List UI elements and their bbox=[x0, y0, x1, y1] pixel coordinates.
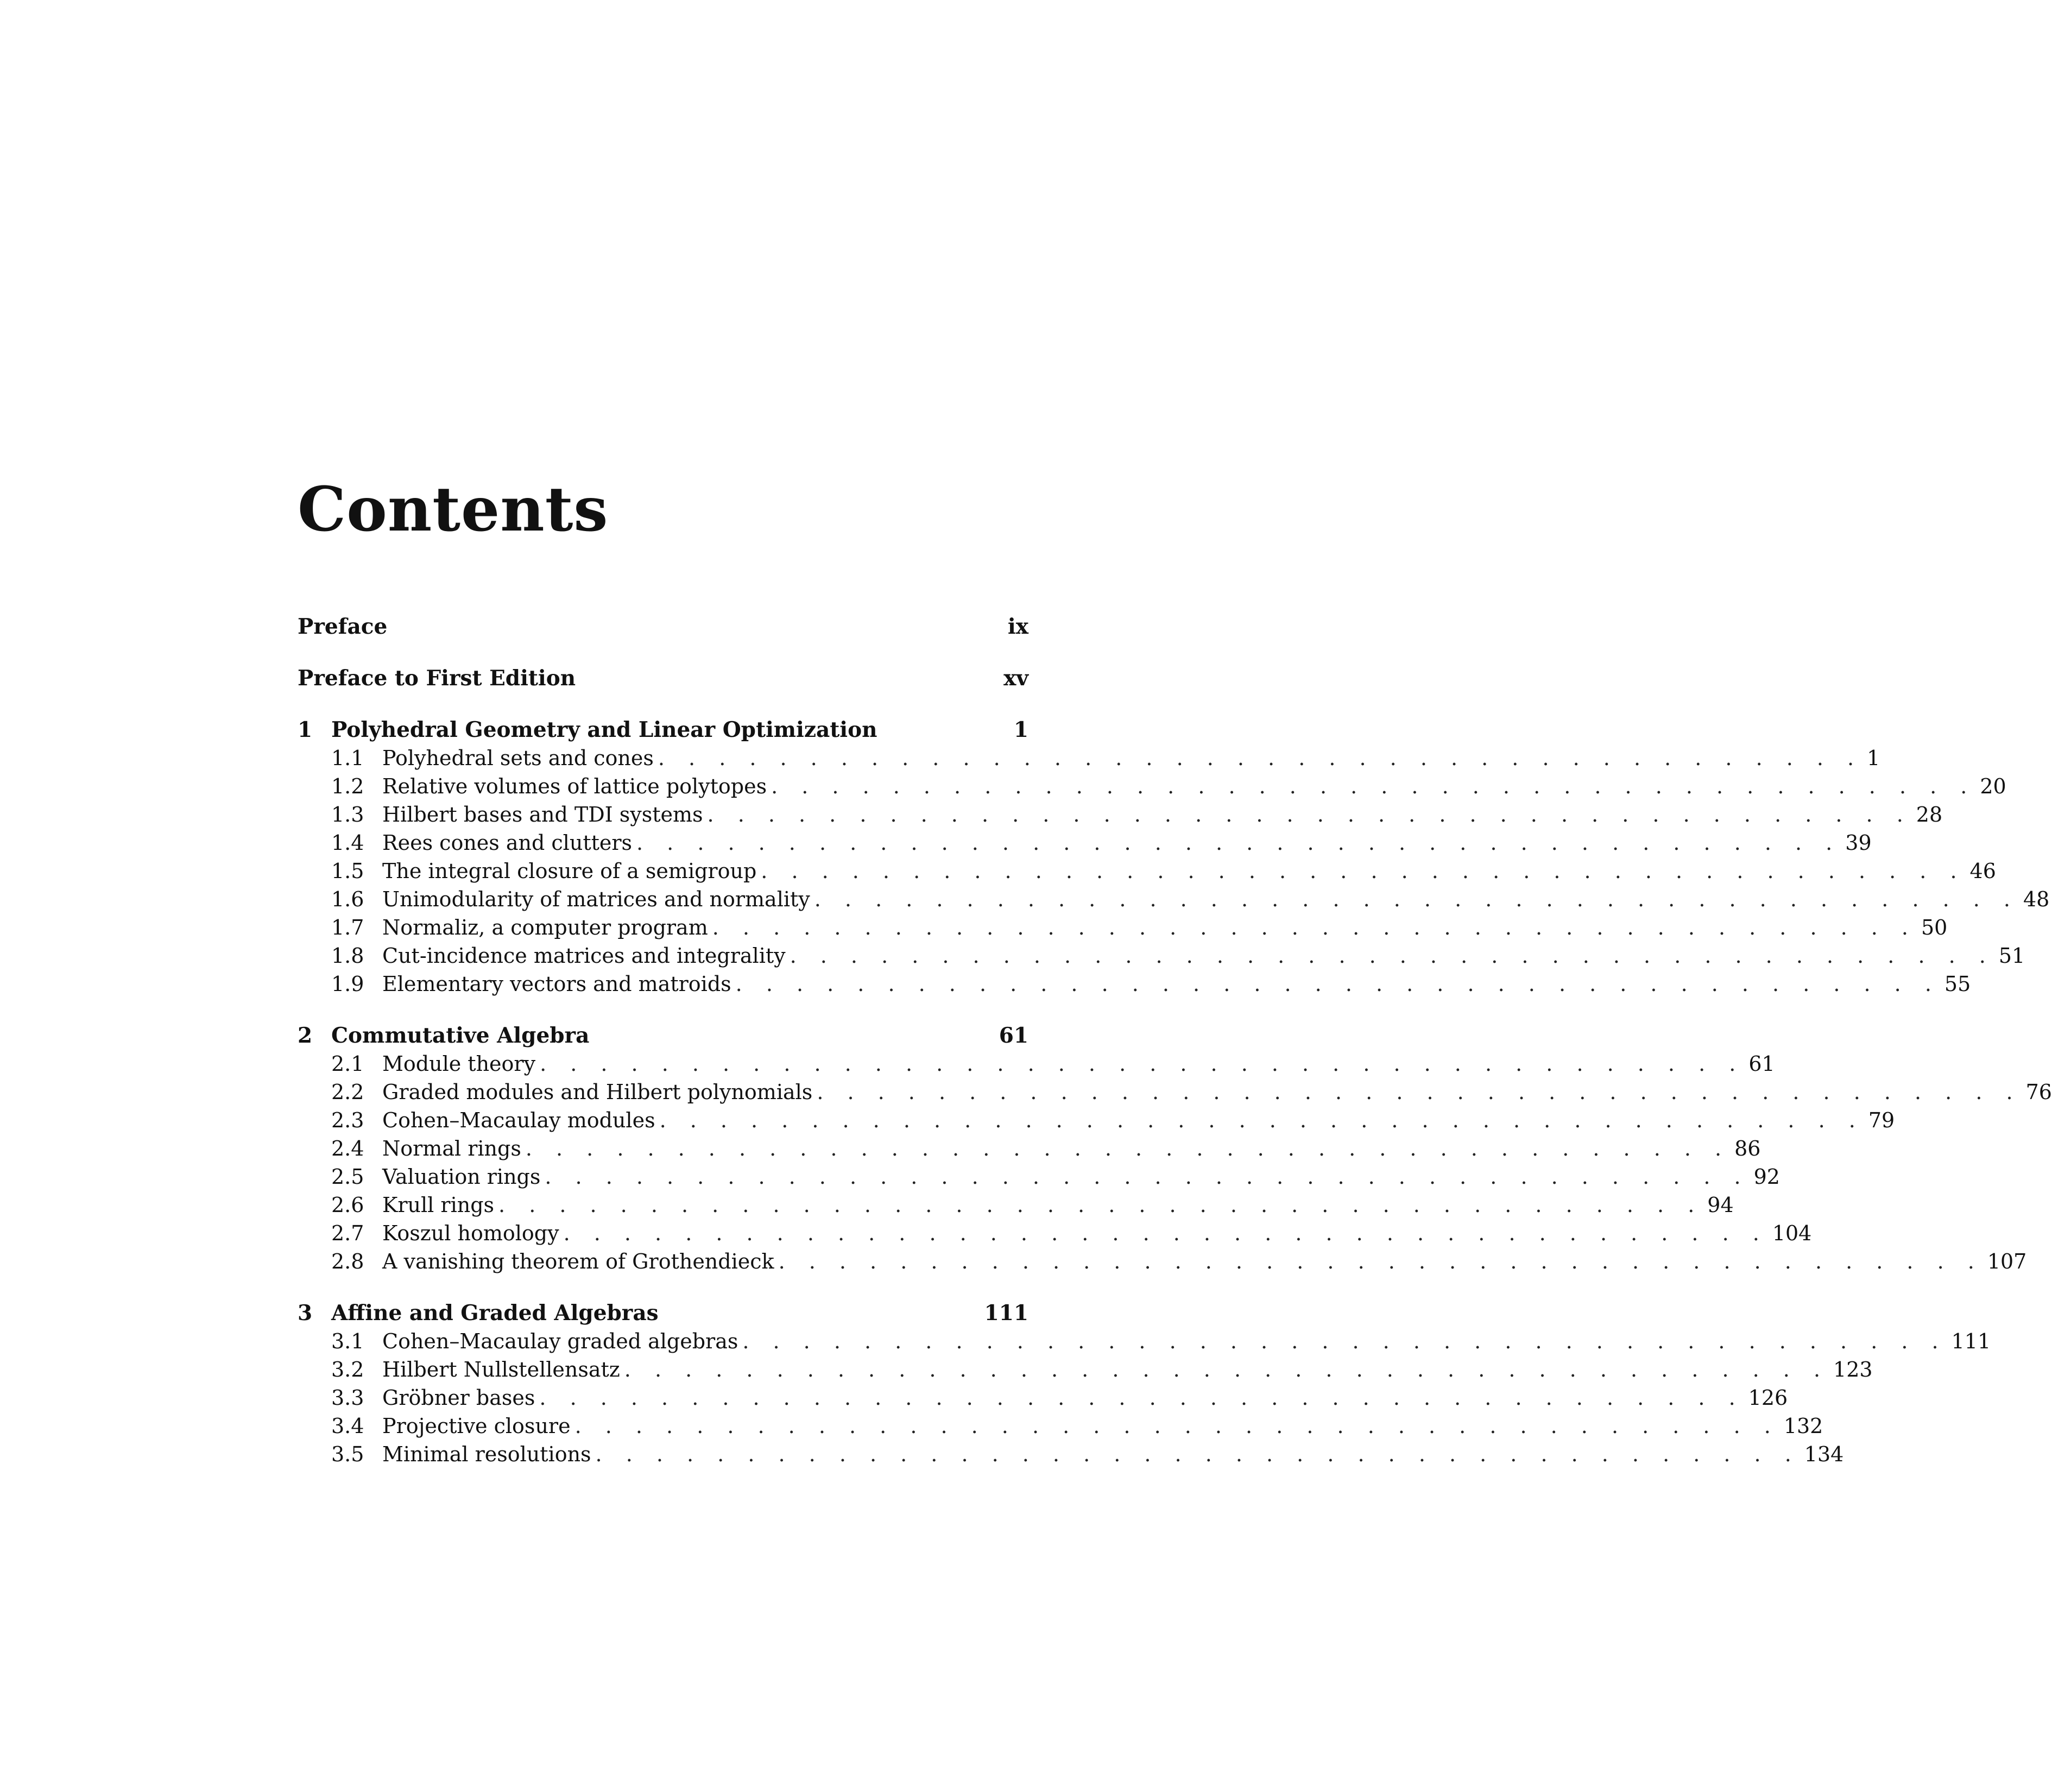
section-page: 28 bbox=[1916, 803, 1943, 826]
section-number: 1.4 bbox=[331, 831, 364, 855]
section-number: 1.8 bbox=[331, 944, 364, 968]
section-title: Gröbner bases bbox=[382, 1386, 535, 1410]
section-number: 2.3 bbox=[331, 1108, 364, 1132]
section-title: Polyhedral sets and cones bbox=[382, 746, 654, 770]
toc-chapter-entry[interactable] bbox=[298, 1021, 1028, 1050]
section-number: 2.5 bbox=[331, 1165, 364, 1189]
section-title: Cohen–Macaulay modules bbox=[382, 1108, 655, 1132]
dot-leader: . . . . . . . . . . . . . . . . . . . . . . . . . . . . . . . . . . . . . . . . bbox=[761, 859, 1966, 883]
toc-entry-title: Preface bbox=[298, 614, 388, 639]
toc-section-entry[interactable] bbox=[298, 1219, 1812, 1247]
section-page: 92 bbox=[1753, 1165, 1780, 1189]
toc-section-entry[interactable] bbox=[298, 744, 1880, 772]
section-title: Hilbert Nullstellensatz bbox=[382, 1358, 620, 1381]
toc-section-entry[interactable] bbox=[298, 1384, 1788, 1412]
chapter-number: 3 bbox=[298, 1301, 313, 1326]
section-title: Normaliz, a computer program bbox=[382, 916, 708, 939]
dot-leader: . . . . . . . . . . . . . . . . . . . . . . . . . . . . . . . . . . . . . . . . bbox=[735, 972, 1940, 996]
section-number: 3.2 bbox=[331, 1358, 364, 1381]
section-number: 1.2 bbox=[331, 774, 364, 798]
section-page: 126 bbox=[1748, 1386, 1788, 1410]
chapter-title: Commutative Algebra bbox=[331, 1023, 590, 1048]
dot-leader: . . . . . . . . . . . . . . . . . . . . . . . . . . . . . . . . . . . . . . . . bbox=[659, 1108, 1864, 1132]
section-title: Rees cones and clutters bbox=[382, 831, 633, 855]
section-number: 3.3 bbox=[331, 1386, 364, 1410]
section-title: Koszul homology bbox=[382, 1221, 559, 1245]
section-page: 48 bbox=[2023, 887, 2050, 911]
chapter-page: 1 bbox=[1013, 717, 1028, 742]
chapter-title: Affine and Graded Algebras bbox=[331, 1301, 659, 1326]
section-page: 39 bbox=[1845, 831, 1872, 855]
section-number: 2.6 bbox=[331, 1193, 364, 1217]
section-number: 3.1 bbox=[331, 1329, 364, 1353]
section-number: 2.1 bbox=[331, 1052, 364, 1076]
section-page: 104 bbox=[1772, 1221, 1812, 1245]
chapter-page: 61 bbox=[999, 1023, 1028, 1048]
section-number: 3.4 bbox=[331, 1414, 364, 1438]
chapter-block-3 bbox=[298, 1299, 1991, 1468]
section-title: A vanishing theorem of Grothendieck bbox=[382, 1250, 774, 1273]
section-page: 86 bbox=[1734, 1137, 1761, 1160]
dot-leader: . . . . . . . . . . . . . . . . . . . . . . . . . . . . . . . . . . . . . . . . bbox=[742, 1329, 1947, 1353]
section-number: 1.6 bbox=[331, 887, 364, 911]
toc-section-entry[interactable] bbox=[298, 1327, 1991, 1355]
section-title: Elementary vectors and matroids bbox=[382, 972, 731, 996]
toc-section-entry[interactable] bbox=[298, 772, 2006, 800]
toc-section-entry[interactable] bbox=[298, 1050, 1775, 1078]
section-title: Normal rings bbox=[382, 1137, 521, 1160]
dot-leader: . . . . . . . . . . . . . . . . . . . . . . . . . . . . . . . . . . . . . . . . bbox=[636, 831, 1841, 855]
dot-leader: . . . . . . . . . . . . . . . . . . . . . . . . . . . . . . . . . . . . . . . . bbox=[624, 1358, 1829, 1381]
section-page: 46 bbox=[1969, 859, 1996, 883]
section-title: Relative volumes of lattice polytopes bbox=[382, 774, 767, 798]
section-number: 2.2 bbox=[331, 1080, 364, 1104]
section-page: 76 bbox=[2025, 1080, 2052, 1104]
chapter-title: Polyhedral Geometry and Linear Optimization bbox=[331, 717, 877, 742]
dot-leader: . . . . . . . . . . . . . . . . . . . . . . . . . . . . . . . . . . . . . . . . bbox=[574, 1414, 1779, 1438]
dot-leader: . . . . . . . . . . . . . . . . . . . . . . . . . . . . . . . . . . . . . . . . bbox=[814, 887, 2019, 911]
section-number: 1.9 bbox=[331, 972, 364, 996]
section-page: 20 bbox=[1980, 774, 2006, 798]
toc-section-entry[interactable] bbox=[298, 829, 1872, 857]
toc-section-entry[interactable] bbox=[298, 942, 2025, 970]
toc-section-entry[interactable] bbox=[298, 1191, 1734, 1219]
dot-leader: . . . . . . . . . . . . . . . . . . . . . . . . . . . . . . . . . . . . . . . . bbox=[563, 1221, 1768, 1245]
section-title: Hilbert bases and TDI systems bbox=[382, 803, 703, 826]
chapter-page: 111 bbox=[984, 1301, 1028, 1326]
toc-section-entry[interactable] bbox=[298, 1412, 1823, 1440]
toc-entry-page: ix bbox=[1007, 614, 1028, 639]
section-title: Graded modules and Hilbert polynomials bbox=[382, 1080, 813, 1104]
dot-leader: . . . . . . . . . . . . . . . . . . . . . . . . . . . . . . . . . . . . . . . . bbox=[707, 803, 1912, 826]
toc-section-entry[interactable] bbox=[298, 1355, 1873, 1384]
toc-section-entry[interactable] bbox=[298, 800, 1943, 829]
toc-section-entry[interactable] bbox=[298, 970, 1971, 998]
section-page: 79 bbox=[1868, 1108, 1895, 1132]
toc-chapter-entry[interactable] bbox=[298, 716, 1028, 744]
section-number: 1.3 bbox=[331, 803, 364, 826]
section-page: 132 bbox=[1783, 1414, 1823, 1438]
section-title: Projective closure bbox=[382, 1414, 571, 1438]
section-title: The integral closure of a semigroup bbox=[382, 859, 757, 883]
toc-section-entry[interactable] bbox=[298, 1247, 2027, 1276]
section-page: 111 bbox=[1951, 1329, 1991, 1353]
section-number: 2.8 bbox=[331, 1250, 364, 1273]
dot-leader: . . . . . . . . . . . . . . . . . . . . . . . . . . . . . . . . . . . . . . . . bbox=[712, 916, 1917, 939]
dot-leader: . . . . . . . . . . . . . . . . . . . . . . . . . . . . . . . . . . . . . . . . bbox=[539, 1386, 1744, 1410]
toc-section-entry[interactable] bbox=[298, 1106, 1895, 1134]
section-title: Minimal resolutions bbox=[382, 1442, 591, 1466]
toc-section-entry[interactable] bbox=[298, 1163, 1780, 1191]
section-page: 51 bbox=[1998, 944, 2025, 968]
section-title: Cohen–Macaulay graded algebras bbox=[382, 1329, 738, 1353]
dot-leader: . . . . . . . . . . . . . . . . . . . . . . . . . . . . . . . . . . . . . . . . bbox=[545, 1165, 1750, 1189]
toc-section-entry[interactable] bbox=[298, 885, 2050, 913]
dot-leader: . . . . . . . . . . . . . . . . . . . . . . . . . . . . . . . . . . . . . . . . bbox=[778, 1250, 1983, 1273]
section-number: 3.5 bbox=[331, 1442, 364, 1466]
toc-section-entry[interactable] bbox=[298, 1078, 2052, 1106]
toc-section-entry[interactable] bbox=[298, 857, 1996, 885]
section-page: 55 bbox=[1944, 972, 1971, 996]
section-title: Module theory bbox=[382, 1052, 536, 1076]
dot-leader: . . . . . . . . . . . . . . . . . . . . . . . . . . . . . . . . . . . . . . . . bbox=[790, 944, 1994, 968]
chapter-block-1 bbox=[298, 716, 2050, 998]
toc-entry-page: xv bbox=[1003, 666, 1028, 691]
dot-leader: . . . . . . . . . . . . . . . . . . . . . . . . . . . . . . . . . . . . . . . . bbox=[540, 1052, 1745, 1076]
section-number: 1.7 bbox=[331, 916, 364, 939]
toc-section-entry[interactable] bbox=[298, 1134, 1761, 1163]
section-page: 107 bbox=[1987, 1250, 2027, 1273]
section-page: 1 bbox=[1867, 746, 1880, 770]
chapter-number: 1 bbox=[298, 717, 313, 742]
section-title: Cut-incidence matrices and integrality bbox=[382, 944, 786, 968]
toc-entry-preface-first-edition[interactable] bbox=[298, 664, 1028, 692]
section-page: 123 bbox=[1833, 1358, 1873, 1381]
section-number: 2.4 bbox=[331, 1137, 364, 1160]
dot-leader: . . . . . . . . . . . . . . . . . . . . . . . . . . . . . . . . . . . . . . . . bbox=[498, 1193, 1703, 1217]
toc-entry-title: Preface to First Edition bbox=[298, 666, 576, 691]
section-page: 94 bbox=[1707, 1193, 1734, 1217]
toc-section-entry[interactable] bbox=[298, 913, 1948, 942]
page-title: Contents bbox=[298, 474, 609, 546]
toc-chapter-entry[interactable] bbox=[298, 1299, 1028, 1327]
section-title: Unimodularity of matrices and normality bbox=[382, 887, 810, 911]
dot-leader: . . . . . . . . . . . . . . . . . . . . . . . . . . . . . . . . . . . . . . . . bbox=[658, 746, 1863, 770]
dot-leader: . . . . . . . . . . . . . . . . . . . . . . . . . . . . . . . . . . . . . . . . bbox=[525, 1137, 1731, 1160]
section-title: Krull rings bbox=[382, 1193, 495, 1217]
dot-leader: . . . . . . . . . . . . . . . . . . . . . . . . . . . . . . . . . . . . . . . . bbox=[771, 774, 1976, 798]
dot-leader: . . . . . . . . . . . . . . . . . . . . . . . . . . . . . . . . . . . . . . . . bbox=[595, 1442, 1800, 1466]
chapter-block-2 bbox=[298, 1021, 2052, 1276]
section-number: 2.7 bbox=[331, 1221, 364, 1245]
toc-section-entry[interactable] bbox=[298, 1440, 1844, 1468]
section-page: 134 bbox=[1804, 1442, 1844, 1466]
section-page: 61 bbox=[1748, 1052, 1775, 1076]
section-number: 1.5 bbox=[331, 859, 364, 883]
section-number: 1.1 bbox=[331, 746, 364, 770]
table-of-contents bbox=[298, 613, 2052, 1468]
section-page: 50 bbox=[1921, 916, 1948, 939]
chapter-number: 2 bbox=[298, 1023, 313, 1048]
toc-entry-preface[interactable] bbox=[298, 613, 1028, 641]
dot-leader: . . . . . . . . . . . . . . . . . . . . . . . . . . . . . . . . . . . . . . . . bbox=[817, 1080, 2022, 1104]
section-title: Valuation rings bbox=[382, 1165, 541, 1189]
